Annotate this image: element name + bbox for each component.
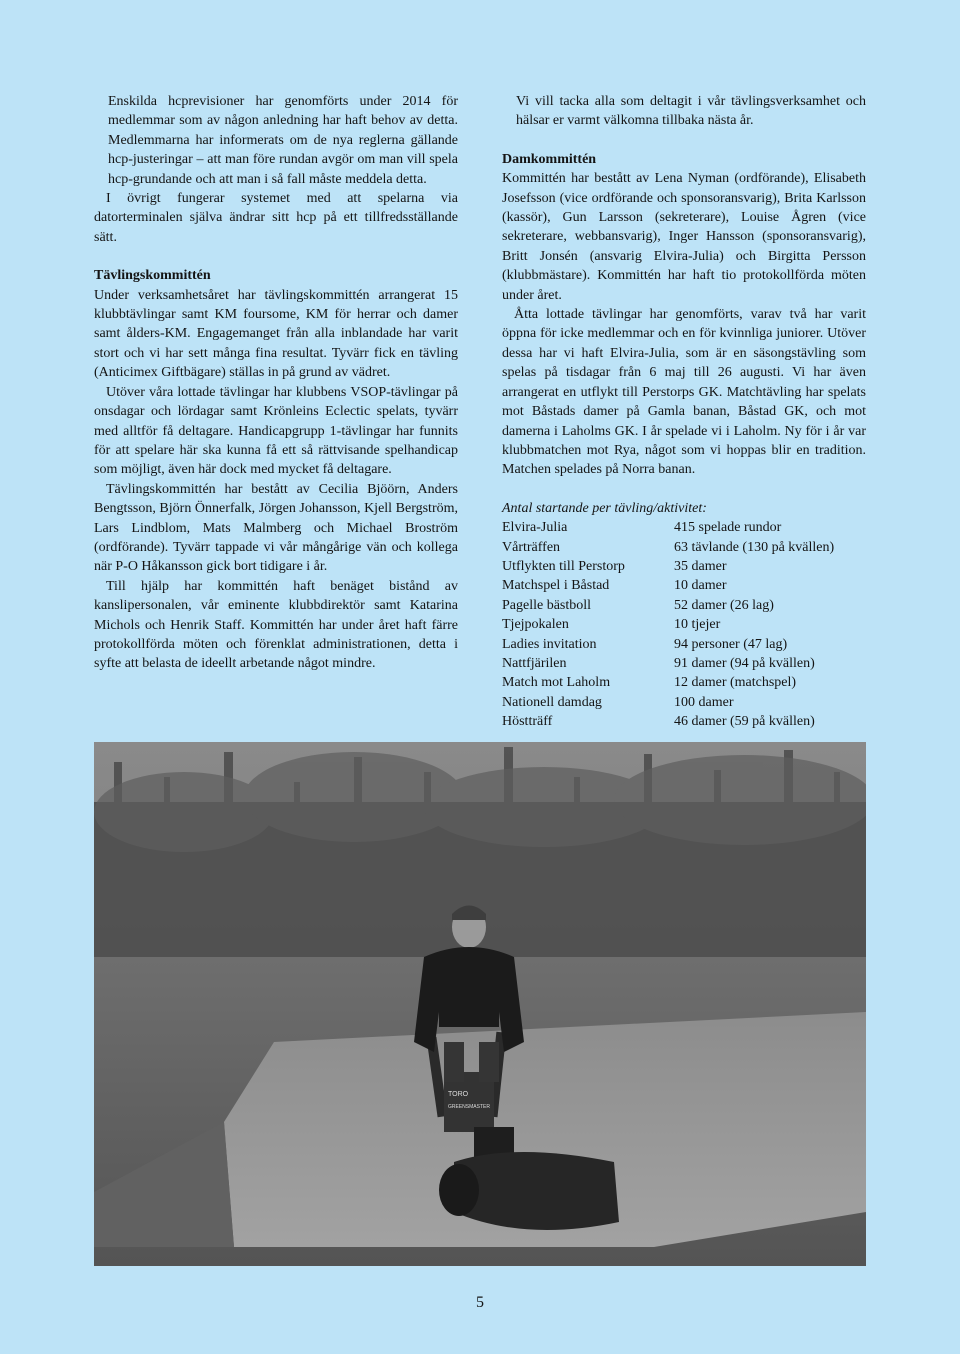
stats-count: 52 damer (26 lag) [674, 597, 774, 613]
stats-row [502, 576, 866, 595]
stats-table [502, 518, 866, 731]
stats-row [502, 596, 866, 615]
stats-count: 10 damer [674, 578, 727, 594]
body-paragraph: Under verksamhetsåret har tävlingskommittén arrangerat 15 klubbtävlingar samt KM foursome, KM för herrar och damer samt ålders-KM. Engagemanget från alla inblandade har varit stort och vi har sett många fina resultat. Tyvärr fick en tävling (Anticimex Giftbägare) ställas in på grund av vädret. [94, 287, 458, 381]
hcp-paragraph: Enskilda hcprevisioner har genomförts under 2014 för medlemmar som av någon anledning har haft behov av detta. Medlemmarna har informerats om de nya reglerna gällande hcp-justeringar – att man före rundan avgör om man vill spela hcp-grundande och att man i så fall måste meddela detta. [108, 94, 458, 187]
stats-count: 91 damer (94 på kvällen) [674, 655, 815, 671]
course-photo [94, 742, 866, 1266]
stats-count: 10 tjejer [674, 617, 721, 633]
left-column [94, 92, 458, 674]
stats-activity: Utflykten till Perstorp [502, 558, 625, 574]
stats-activity: Match mot Laholm [502, 675, 611, 691]
stats-count: 100 damer [674, 694, 734, 710]
stats-activity: Nattfjärilen [502, 655, 567, 671]
stats-row [502, 693, 866, 712]
stats-title: Antal startande per tävling/aktivitet: [502, 500, 707, 516]
stats-activity: Tjejpokalen [502, 617, 569, 633]
stats-activity: Ladies invitation [502, 636, 597, 652]
stats-count: 63 tävlande (130 på kvällen) [674, 539, 835, 555]
stats-count: 35 damer [674, 558, 727, 574]
stats-row [502, 615, 866, 634]
thanks-paragraph: Vi vill tacka alla som deltagit i vår tävlingsverksamhet och hälsar er varmt välkomna tillbaka nästa år. [516, 94, 866, 129]
stats-row [502, 673, 866, 692]
stats-activity: Nationell damdag [502, 694, 602, 710]
body-paragraph: Till hjälp har kommittén haft benäget bistånd av kanslipersonalen, vår eminente klubbdirektör samt Katarina Michols och Henrik Staff. Kommittén har under året haft färre protokollförda möten och förenklat administrationen, detta i syfte att belasta de ideellt arbetande något mindre. [94, 578, 458, 672]
section-heading-tavling: Tävlingskommittén [94, 268, 211, 284]
page-number: 5 [476, 1294, 484, 1311]
stats-row [502, 557, 866, 576]
stats-row [502, 712, 866, 731]
stats-row [502, 538, 866, 557]
stats-activity: Pagelle bästboll [502, 597, 592, 613]
right-column [502, 92, 866, 732]
body-paragraph: Kommittén har bestått av Lena Nyman (ordförande), Elisabeth Josefsson (vice ordförande och sponsoransvarig), Brita Karlsson (kassör), Gun Larsson (sekreterare), Louise Ågren (vice sekreterare, webbansvarig), Inger Hansson (sponsoransvarig), Britt Jonsén (ansvarig Elvira-Julia) och Birgitta Persson (klubbmästare). Kommittén har haft tio protokollförda möten under året. [502, 171, 866, 303]
stats-activity: Elvira-Julia [502, 520, 568, 536]
body-paragraph: Utöver våra lottade tävlingar har klubbens VSOP-tävlingar på onsdagar och lördagar samt Krönleins Eclectic spelats, tyvärr med alltför få deltagare. Handicapgrupp 1-tävlingar har funnits för att spelare här ska kunna få ett så rättvisande spelhandicap som möjligt, även här dock med mycket få deltagare. [94, 384, 458, 478]
stats-activity: Vårträffen [502, 539, 561, 555]
stats-activity: Matchspel i Båstad [502, 578, 610, 594]
stats-count: 46 damer (59 på kvällen) [674, 714, 815, 730]
greenkeeper-mowing-image [94, 742, 866, 1266]
stats-row [502, 518, 866, 537]
stats-count: 94 personer (47 lag) [674, 636, 788, 652]
body-paragraph: Åtta lottade tävlingar har genomförts, varav två har varit öppna för icke medlemmar och en för kvinnliga juniorer. Utöver dessa har vi haft Elvira-Julia, som är en säsongstävling som spelas på tisdagar från 6 maj till 26 augusti. Vi har även arrangerat en utflykt till Perstorps GK. Matchtävling har spelats mot Båstads damer på Gamla banan, Båstad GK, och mot damerna i Laholms GK. I år spelade vi i Laholm. Ny för i år var klubbmatchen mot Rya, något som vi hoppas blir en tradition. Matchen spelades på Norra banan. [502, 307, 866, 478]
hcp-paragraph-2: I övrigt fungerar systemet med att spelarna via datorterminalen själva ändrar sitt hcp på ett tillfredsställande sätt. [94, 191, 458, 245]
stats-row [502, 635, 866, 654]
stats-count: 415 spelade rundor [674, 520, 782, 536]
mower-model: GREENSMASTER [448, 1104, 490, 1110]
stats-row [502, 654, 866, 673]
mower-brand: TORO [448, 1091, 469, 1098]
body-paragraph: Tävlingskommittén har bestått av Cecilia Bjöörn, Anders Bengtsson, Björn Önnerfalk, Jörgen Johansson, Kjell Bergström, Lars Lindblom, Mats Malmberg och Michael Broström (ordförande). Tyvärr tappade vi vår mångårige vän och kollega när P-O Håkansson gick bort tidigare i år. [94, 481, 458, 575]
stats-count: 12 damer (matchspel) [674, 675, 797, 691]
section-heading-dam: Damkommittén [502, 151, 597, 167]
stats-activity: Höstträff [502, 714, 553, 730]
